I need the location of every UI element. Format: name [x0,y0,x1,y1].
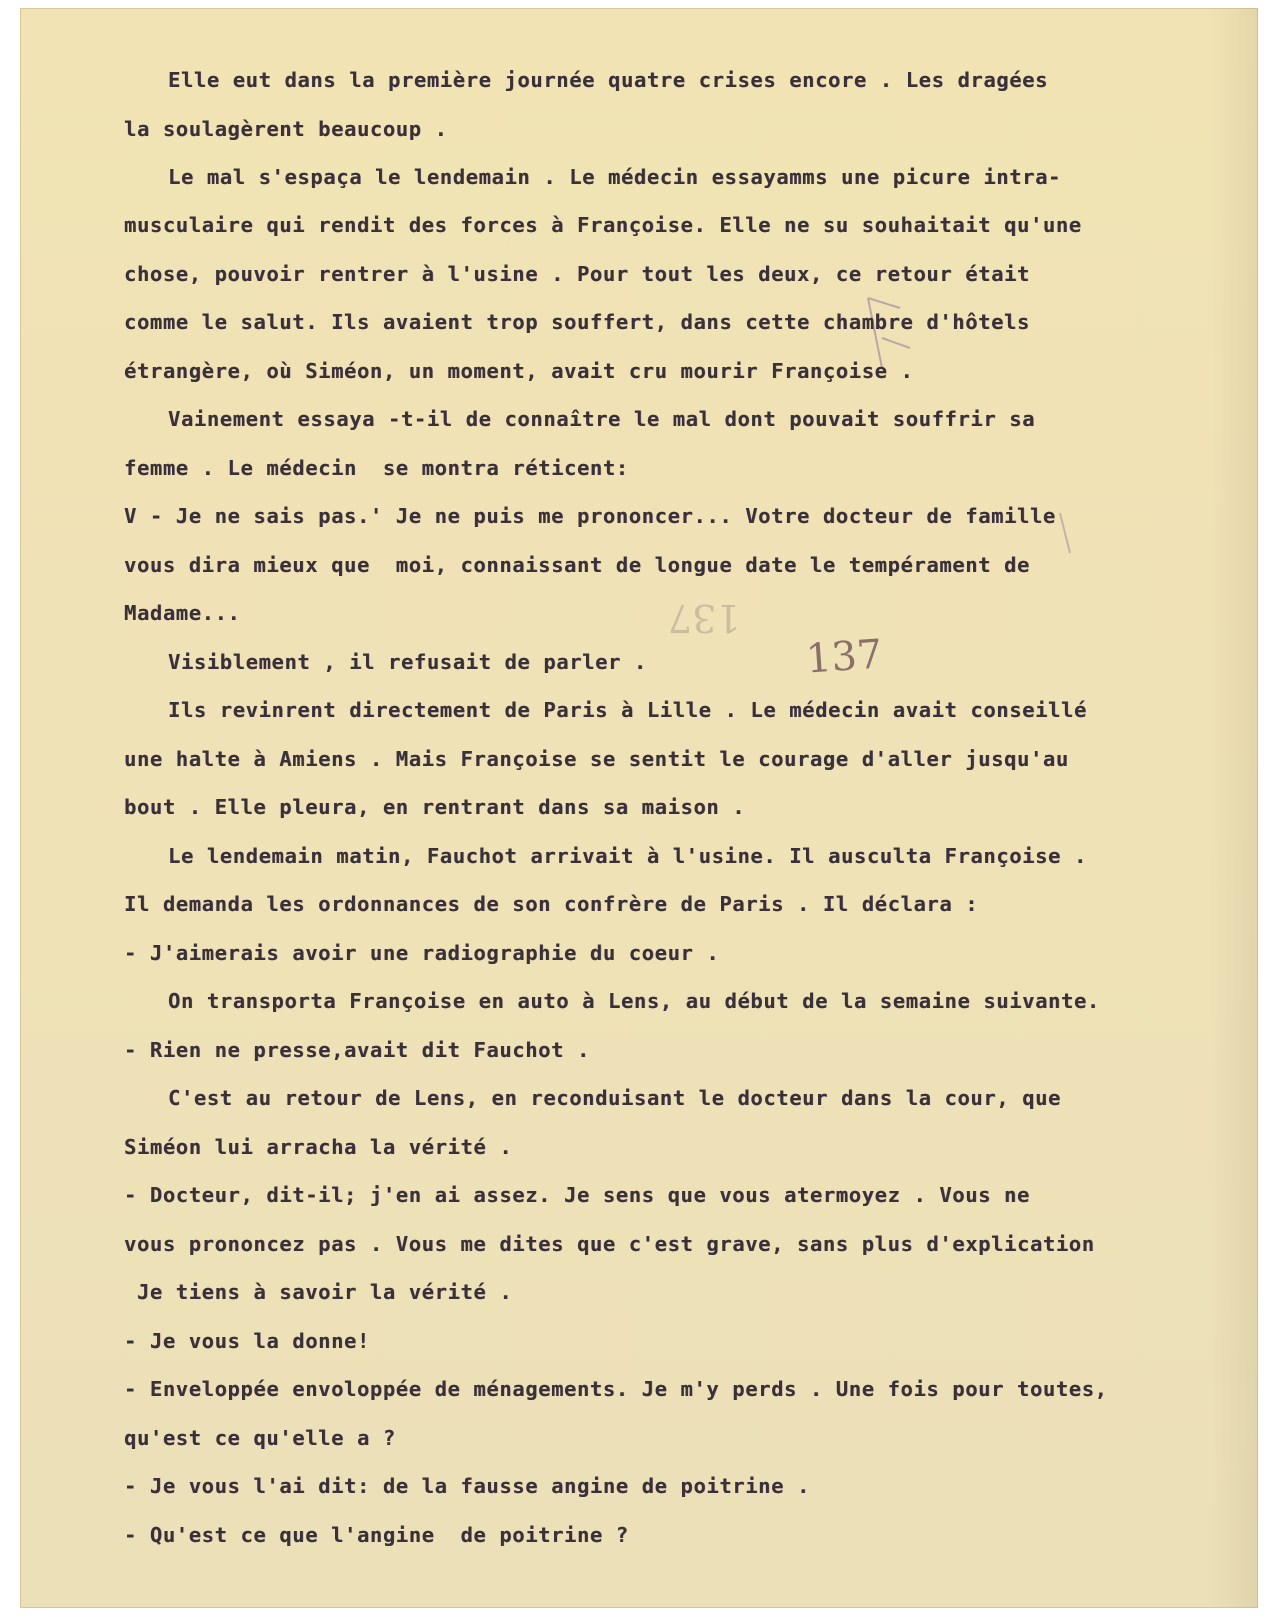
typed-page [20,8,1258,1608]
text-line: C'est au retour de Lens, en reconduisant le docteur dans la cour, que [168,1086,1062,1110]
text-line: Vainement essaya -t-il de connaître le mal dont pouvait souffrir sa [168,407,1036,431]
text-line: - Enveloppée envoloppée de ménagements. Je m'y perds . Une fois pour toutes, [124,1377,1108,1401]
text-line: bout . Elle pleura, en rentrant dans sa maison . [124,795,746,819]
text-line: vous prononcez pas . Vous me dites que c'est grave, sans plus d'explication [124,1232,1095,1256]
text-line: vous dira mieux que moi, connaissant de longue date le tempérament de [124,553,1030,577]
text-line: Siméon lui arracha la vérité . [124,1135,513,1159]
text-line: - J'aimerais avoir une radiographie du coeur . [124,941,720,965]
text-line: Je tiens à savoir la vérité . [124,1280,513,1304]
text-line: - Rien ne presse,avait dit Fauchot . [124,1038,590,1062]
text-line: musculaire qui rendit des forces à Françoise. Elle ne su souhaitait qu'une [124,213,1082,237]
text-line: femme . Le médecin se montra réticent: [124,456,629,480]
handwritten-page-number: 137 [804,631,884,683]
text-line: Visiblement , il refusait de parler . [168,650,647,674]
text-line: étrangère, où Siméon, un moment, avait cru mourir Françoise . [124,359,914,383]
text-line: chose, pouvoir rentrer à l'usine . Pour tout les deux, ce retour était [124,262,1030,286]
text-line: - Qu'est ce que l'angine de poitrine ? [124,1523,629,1547]
text-line: On transporta Françoise en auto à Lens, au début de la semaine suivante. [168,989,1100,1013]
text-line: - Je vous la donne! [124,1329,370,1353]
text-line: Elle eut dans la première journée quatre crises encore . Les dragées [168,68,1049,92]
text-line: la soulagèrent beaucoup . [124,117,448,141]
text-line: une halte à Amiens . Mais Françoise se sentit le courage d'aller jusqu'au [124,747,1069,771]
text-line: - Docteur, dit-il; j'en ai assez. Je sens que vous atermoyez . Vous ne [124,1183,1030,1207]
text-line: - Je vous l'ai dit: de la fausse angine de poitrine . [124,1474,810,1498]
text-line: Il demanda les ordonnances de son confrère de Paris . Il déclara : [124,892,979,916]
faint-mirrored-number: 137 [668,596,741,640]
text-line: Le mal s'espaça le lendemain . Le médecin essayamms une picure intra- [168,165,1062,189]
text-line: V - Je ne sais pas.' Je ne puis me prononcer... Votre docteur de famille [124,504,1056,528]
text-line: qu'est ce qu'elle a ? [124,1426,396,1450]
text-line: comme le salut. Ils avaient trop souffert, dans cette chambre d'hôtels [124,310,1030,334]
text-line: Le lendemain matin, Fauchot arrivait à l'usine. Il ausculta Françoise . [168,844,1087,868]
paper-edge-shading [1208,8,1258,1608]
text-line: Madame... [124,601,241,625]
text-line: Ils revinrent directement de Paris à Lille . Le médecin avait conseillé [168,698,1087,722]
